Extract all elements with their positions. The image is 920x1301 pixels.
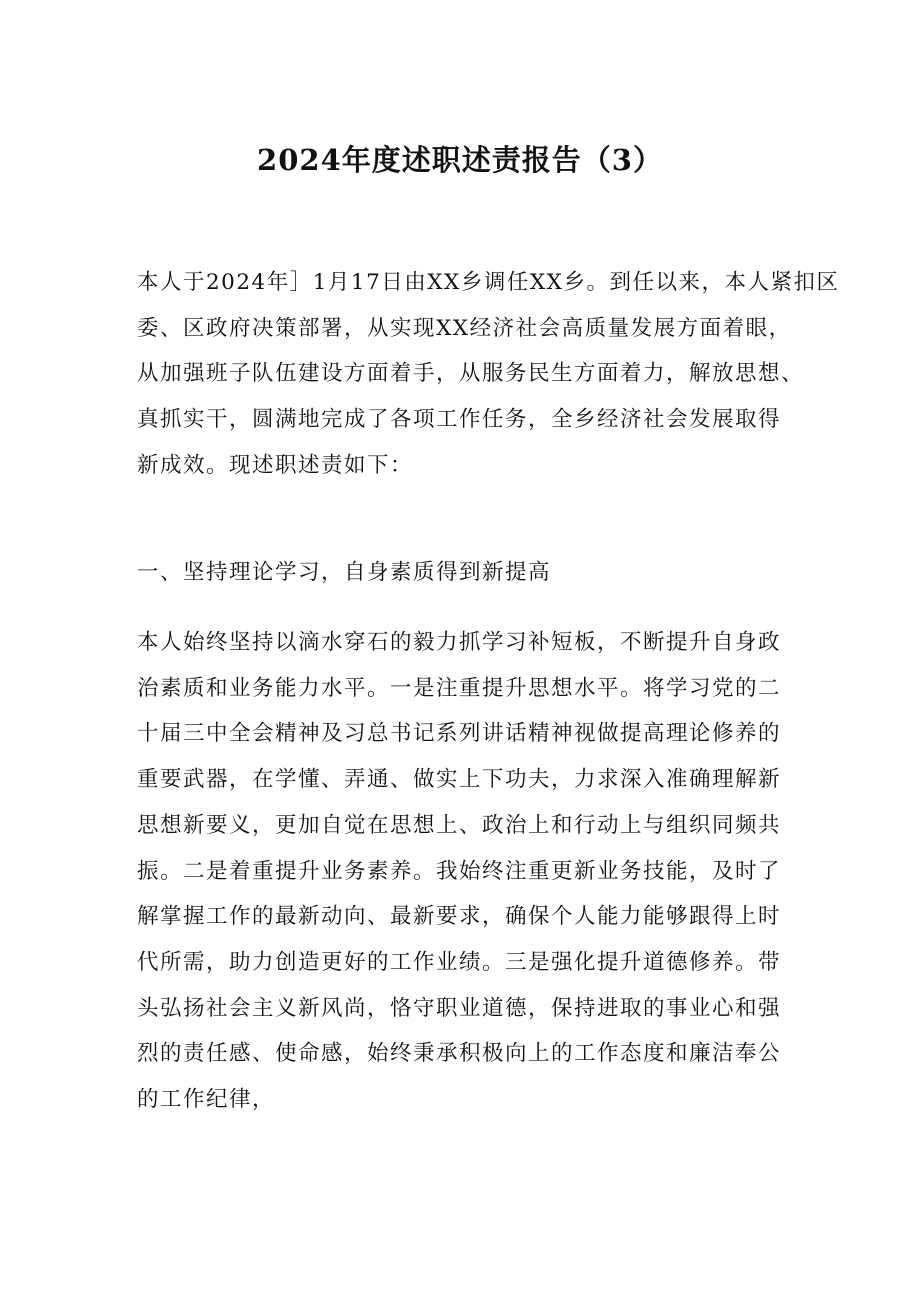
intro-line: 真抓实干，圆满地完成了各项工作任务，全乡经济社会发展取得 [137, 407, 782, 433]
section-heading-text: 一、坚持理论学习，自身素质得到新提高 [137, 560, 552, 585]
section-line: 振。二是着重提升业务素养。我始终注重更新业务技能，及时了 [137, 858, 782, 884]
intro-line: 本人于2024年］1月17日由XX乡调任XX乡。到任以来，本人紧扣区 [137, 270, 840, 295]
intro-paragraph [137, 260, 840, 489]
section-line: 十届三中全会精神及习总书记系列讲话精神视做提高理论修养的 [137, 721, 782, 747]
intro-line: 新成效。现述职述责如下： [137, 452, 414, 478]
intro-line: 委、区政府决策部署，从实现XX经济社会高质量发展方面着眼， [137, 315, 792, 341]
section-line: 重要武器，在学懂、弄通、做实上下功夫，力求深入准确理解新 [137, 767, 782, 793]
document-title: 2024年度述职述责报告（3） [257, 143, 663, 177]
section-line: 本人始终坚持以滴水穿石的毅力抓学习补短板，不断提升自身政 [137, 630, 782, 655]
section-heading [137, 550, 797, 596]
section-line: 代所需，助力创造更好的工作业绩。三是强化提升道德修养。带 [137, 949, 782, 975]
section-line: 的工作纪律， [137, 1087, 276, 1113]
intro-line: 从加强班子队伍建设方面着手，从服务民生方面着力，解放思想、 [137, 361, 805, 387]
section-line: 烈的责任感、使命感，始终秉承积极向上的工作态度和廉洁奉公 [137, 1041, 782, 1067]
section-line: 头弘扬社会主义新风尚，恪守职业道德，保持进取的事业心和强 [137, 995, 782, 1021]
section-paragraph [137, 620, 797, 1123]
section-line: 解掌握工作的最新动向、最新要求，确保个人能力能够跟得上时 [137, 904, 782, 930]
section-line: 思想新要义，更加自觉在思想上、政治上和行动上与组织同频共 [137, 812, 782, 838]
section-line: 治素质和业务能力水平。一是注重提升思想水平。将学习党的二 [137, 675, 782, 701]
